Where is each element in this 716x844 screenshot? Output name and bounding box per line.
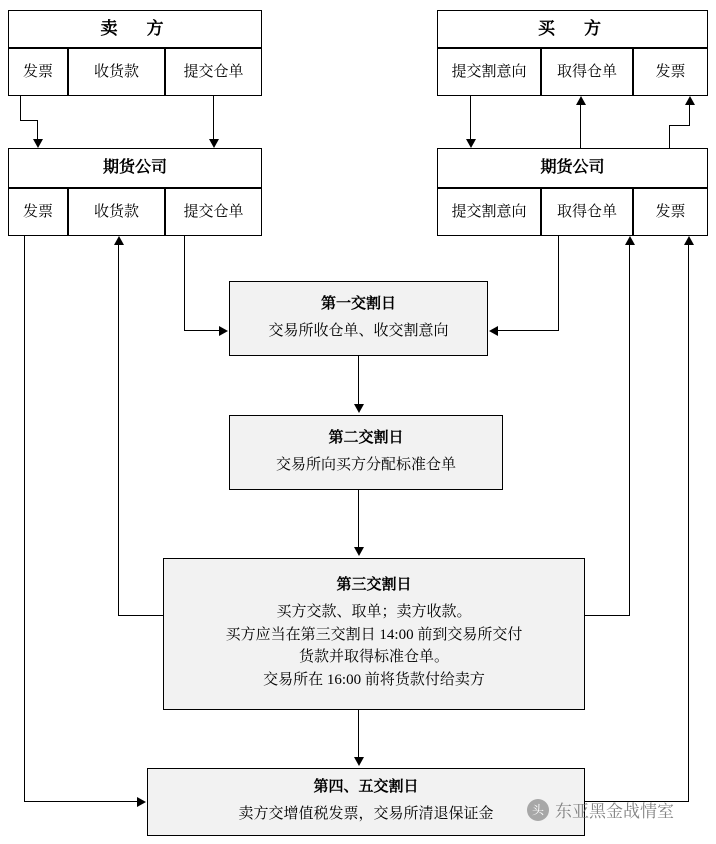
connector-sellerfirm-warrant-h	[184, 330, 220, 331]
connector-stage1-stage2-v	[358, 356, 359, 406]
stage-1-title: 第一交割日	[320, 295, 396, 312]
stage-3-line-3: 货款并取得标准仓单。	[298, 649, 449, 666]
connector-buyer-getwarrant-v	[580, 103, 581, 148]
stage-3-title: 第三交割日	[336, 577, 412, 594]
seller-cell-receive-payment-label: 收货款	[93, 63, 139, 80]
stage-4-title: 第四、五交割日	[313, 779, 419, 796]
buyer-firm-cell-invoice	[633, 188, 708, 236]
stage-4-box	[147, 768, 585, 836]
seller-firm-title: 期货公司	[102, 159, 167, 176]
connector-stage3-sellerfirm-h	[118, 615, 164, 616]
buyer-firm-title-box	[437, 148, 708, 188]
seller-title: 卖 方	[100, 19, 170, 39]
seller-firm-title-box	[8, 148, 262, 188]
connector-stage3-sellerfirm-v	[118, 243, 119, 616]
seller-title-box	[8, 10, 262, 48]
seller-firm-cell-invoice-label: 发票	[22, 203, 53, 220]
seller-cell-receive-payment	[68, 48, 165, 96]
arrow-seller-warrant-to-firm	[209, 139, 219, 148]
connector-seller-invoice-h	[20, 120, 38, 121]
connector-stage3-buyerfirm-h	[584, 615, 630, 616]
watermark	[527, 797, 674, 822]
connector-buyerfirm-intent-v	[558, 236, 559, 331]
stage-3-box	[163, 558, 585, 710]
arrow-stage3-to-sellerfirm-payment	[114, 236, 124, 245]
connector-stage2-stage3-v	[358, 490, 359, 549]
seller-firm-cell-receive-payment	[68, 188, 165, 236]
seller-firm-cell-submit-warrant	[165, 188, 262, 236]
buyer-cell-invoice-label: 发票	[655, 63, 686, 80]
seller-firm-cell-invoice	[8, 188, 68, 236]
stage-3-line-2: 买方应当在第三交割日 14:00 前到交易所交付	[225, 626, 523, 643]
connector-buyer-intent-v	[470, 96, 471, 142]
connector-stage3-stage4-v	[358, 710, 359, 759]
arrow-stage4-to-buyerfirm-invoice	[684, 236, 694, 245]
stage-3-line-4: 交易所在 16:00 前将货款付给卖方	[263, 672, 485, 689]
stage-2-title: 第二交割日	[328, 429, 404, 446]
buyer-firm-cell-submit-intent	[437, 188, 541, 236]
arrow-buyer-getwarrant-to-buyer	[576, 96, 586, 105]
stage-1-line-1: 交易所收仓单、收交割意向	[268, 322, 449, 339]
arrow-stage2-to-stage3	[354, 547, 364, 556]
arrow-sellerfirm-invoice-to-stage4	[137, 797, 146, 807]
buyer-cell-get-warrant-label: 取得仓单	[556, 63, 617, 80]
seller-firm-cell-receive-payment-label: 收货款	[93, 203, 139, 220]
buyer-title-box	[437, 10, 708, 48]
buyer-firm-cell-get-warrant	[541, 188, 633, 236]
seller-cell-submit-warrant-label: 提交仓单	[183, 63, 244, 80]
watermark-text: 东亚黑金战情室	[555, 802, 674, 821]
seller-cell-invoice-label: 发票	[22, 63, 53, 80]
stage-3-line-1: 买方交款、取单；卖方收款。	[276, 603, 472, 620]
buyer-cell-invoice	[633, 48, 708, 96]
buyer-firm-cell-invoice-label: 发票	[655, 203, 686, 220]
seller-cell-invoice	[8, 48, 68, 96]
seller-cell-submit-warrant	[165, 48, 262, 96]
buyer-cell-submit-intent-label: 提交割意向	[451, 63, 527, 80]
connector-buyer-invoice-h	[669, 125, 690, 126]
connector-sellerfirm-invoice-h	[24, 801, 138, 802]
arrow-stage3-to-stage4	[354, 757, 364, 766]
connector-stage3-buyerfirm-v	[629, 243, 630, 616]
stage-2-line-1: 交易所向买方分配标准仓单	[275, 456, 456, 473]
buyer-cell-submit-intent	[437, 48, 541, 96]
stage-4-line-1: 卖方交增值税发票，交易所清退保证金	[238, 806, 494, 822]
arrow-stage3-to-buyerfirm-warrant	[625, 236, 635, 245]
connector-sellerfirm-warrant-v	[184, 236, 185, 331]
seller-firm-cell-submit-warrant-label: 提交仓单	[183, 203, 244, 220]
buyer-firm-cell-get-warrant-label: 取得仓单	[556, 203, 617, 220]
connector-seller-warrant-v	[213, 96, 214, 142]
stage-1-box	[229, 281, 488, 356]
arrow-sellerfirm-to-stage1	[219, 326, 228, 336]
arrow-stage1-to-stage2	[354, 404, 364, 413]
arrow-buyer-intent-to-firm	[466, 139, 476, 148]
buyer-firm-title: 期货公司	[540, 159, 605, 176]
connector-sellerfirm-invoice-v	[24, 236, 25, 802]
buyer-title: 买 方	[538, 19, 607, 39]
arrow-seller-invoice-to-firm	[33, 139, 43, 148]
arrow-buyer-invoice-to-buyer	[685, 96, 695, 105]
stage-2-box	[229, 415, 503, 490]
arrow-buyerfirm-to-stage1	[489, 326, 498, 336]
buyer-firm-cell-submit-intent-label: 提交割意向	[451, 203, 527, 220]
buyer-cell-get-warrant	[541, 48, 633, 96]
connector-buyer-invoice-v2	[689, 103, 690, 126]
connector-buyer-invoice-v1	[669, 126, 670, 148]
connector-stage4-buyerfirm-v	[688, 243, 689, 802]
connector-seller-invoice-v1	[20, 96, 21, 120]
watermark-logo-icon: 头	[527, 799, 549, 821]
connector-buyerfirm-intent-h	[498, 330, 559, 331]
